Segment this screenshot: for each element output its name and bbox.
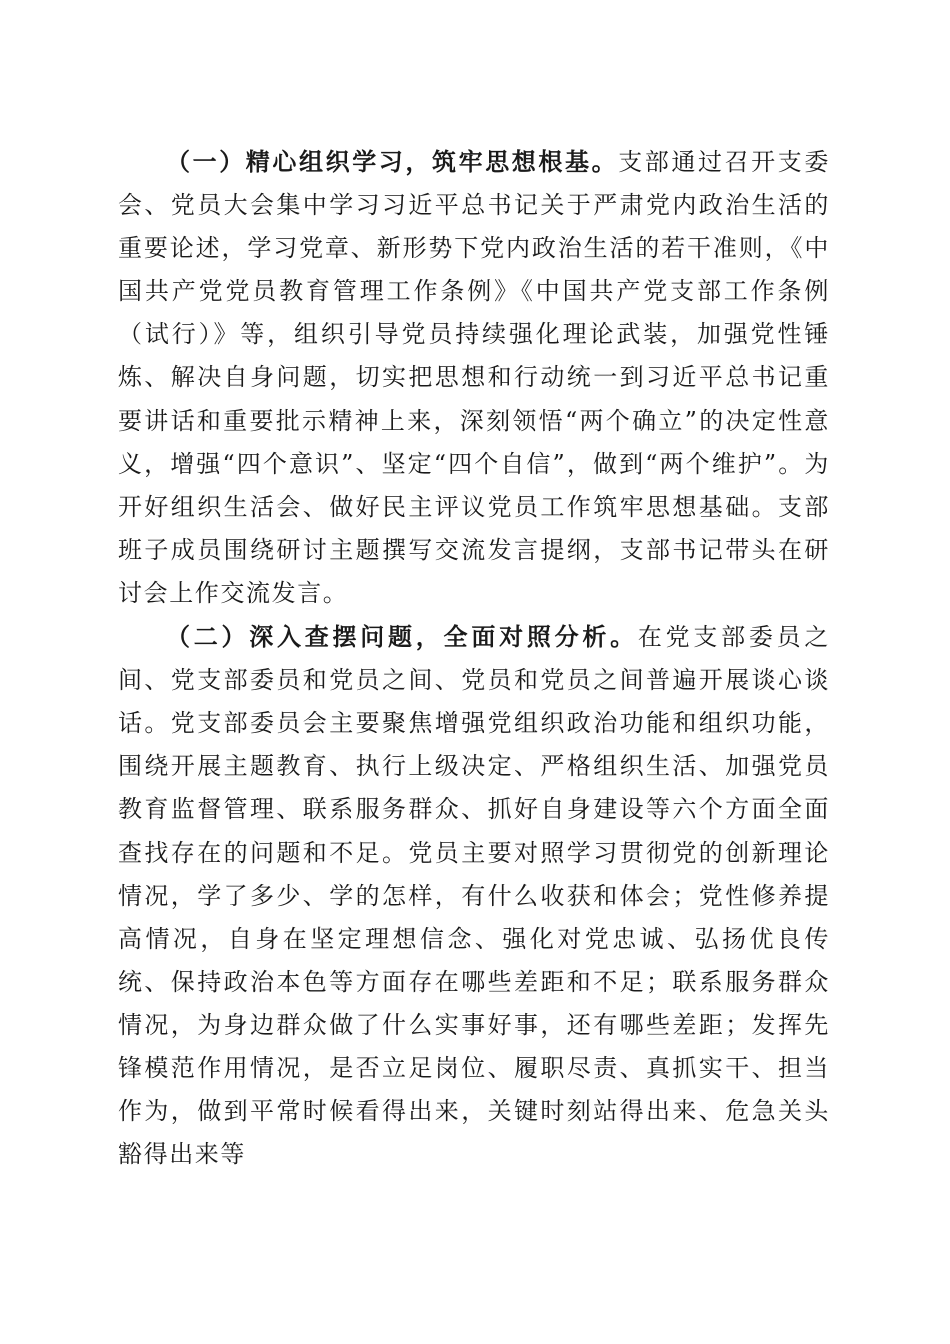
paragraph-heading: （一）精心组织学习，筑牢思想根基。	[166, 147, 619, 176]
document-body	[118, 140, 830, 1176]
paragraph-problems	[118, 615, 830, 1176]
paragraph-heading: （二）深入查摆问题，全面对照分析。	[166, 622, 638, 652]
paragraph-study	[118, 140, 830, 615]
paragraph-text: 支部通过召开支委会、党员大会集中学习习近平总书记关于严肃党内政治生活的重要论述，学习党章、新形势下党内政治生活的若干准则，《中国共产党党员教育管理工作条例》《中国共产党支部工作条例（试行）》等，组织引导党员持续强化理论武装，加强党性锤炼、解决自身问题，切实把思想和行动统一到习近平总书记重要讲话和重要批示精神上来，深刻领悟“两个确立”的决定性意义，增强“四个意识”、坚定“四个自信”，做到“两个维护”。为开好组织生活会、做好民主评议党员工作筑牢思想基础。支部班子成员围绕研讨主题撰写交流发言提纲，支部书记带头在研讨会上作交流发言。	[118, 148, 830, 607]
paragraph-text: 在党支部委员之间、党支部委员和党员之间、党员和党员之间普遍开展谈心谈话。党支部委员会主要聚焦增强党组织政治功能和组织功能，围绕开展主题教育、执行上级决定、严格组织生活、加强党员教育监督管理、联系服务群众、抓好自身建设等六个方面全面查找存在的问题和不足。党员主要对照学习贯彻党的创新理论情况，学了多少、学的怎样，有什么收获和体会；党性修养提高情况，自身在坚定理想信念、强化对党忠诚、弘扬优良传统、保持政治本色等方面存在哪些差距和不足；联系服务群众情况，为身边群众做了什么实事好事，还有哪些差距；发挥先锋模范作用情况，是否立足岗位、履职尽责、真抓实干、担当作为，做到平常时候看得出来，关键时刻站得出来、危急关头豁得出来等	[118, 623, 830, 1169]
